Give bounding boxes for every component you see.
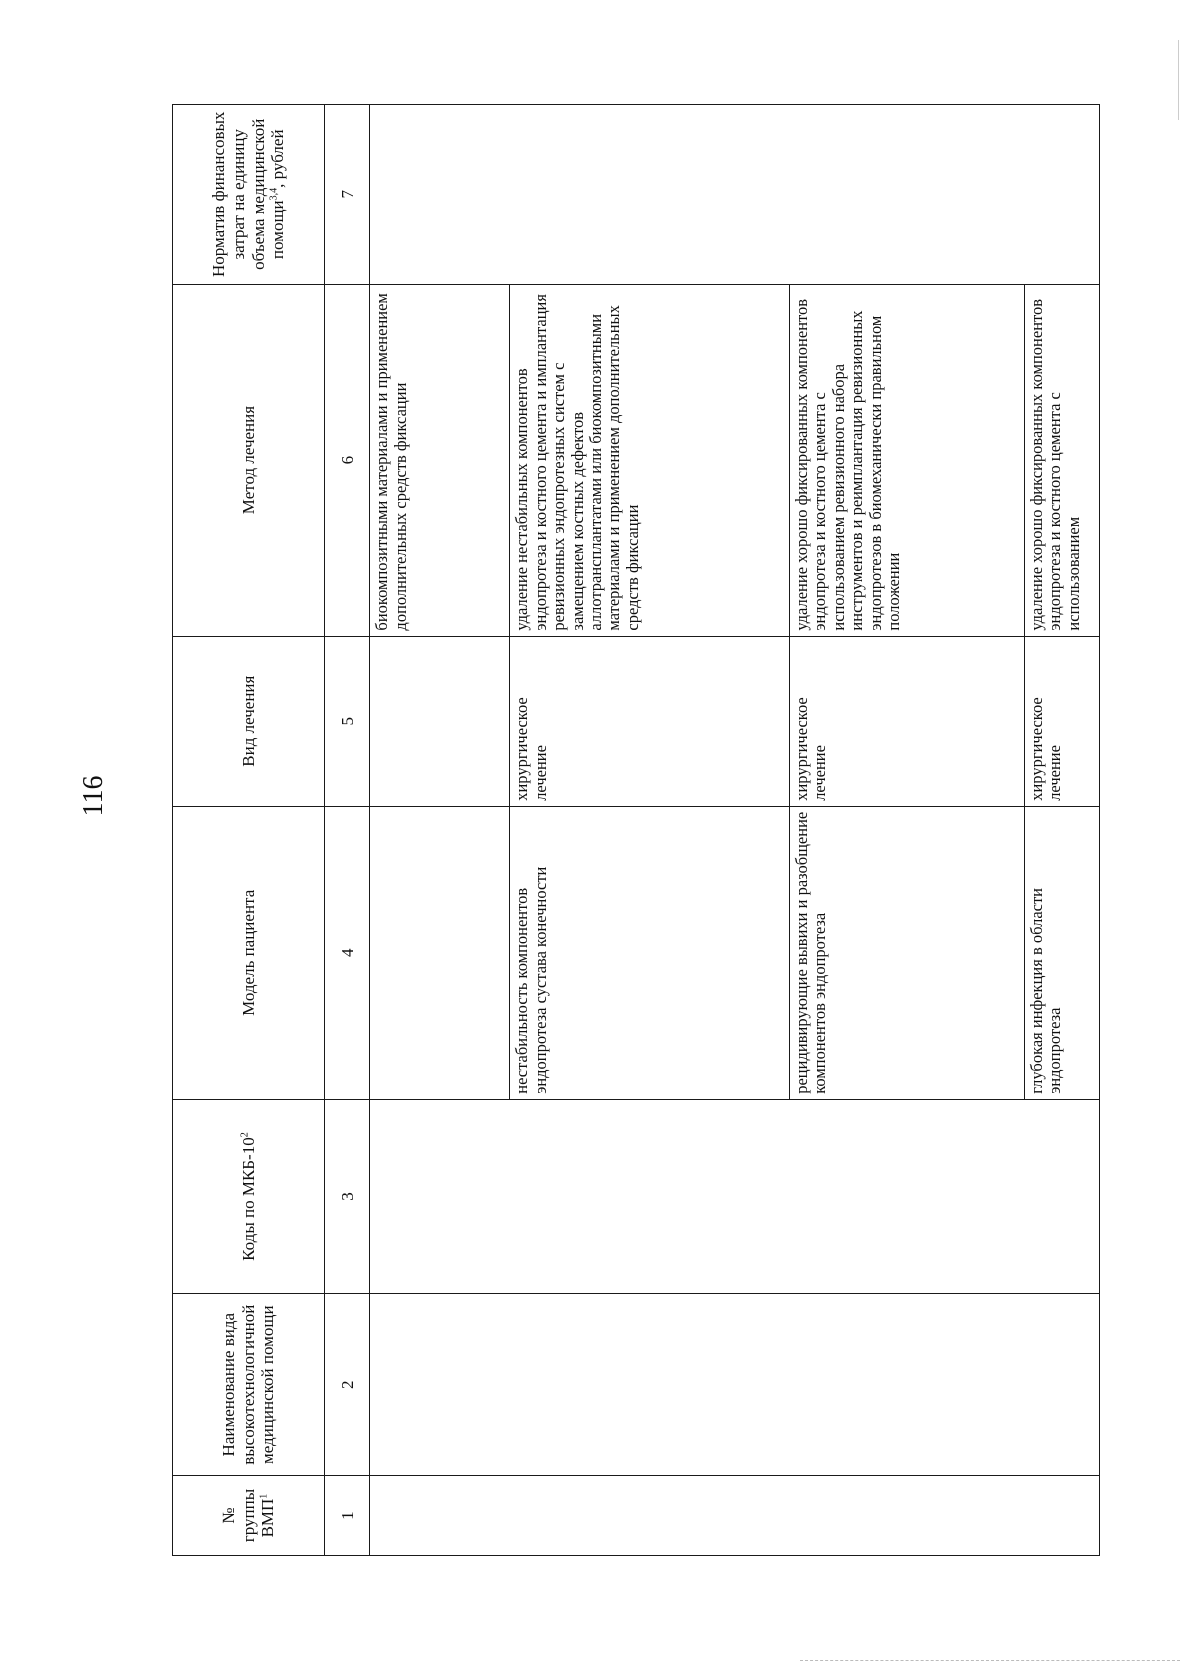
header-cost-standard-unit: , рублей	[268, 129, 288, 188]
header-cost-standard-text: Норматив финансовых затрат на единицу объема медицинской помощи	[209, 111, 288, 277]
treatment-method-cell	[1024, 284, 1099, 636]
column-number: 4	[325, 806, 370, 1099]
group-number-cell	[370, 1476, 1100, 1556]
patient-model-cell	[1024, 806, 1099, 1099]
patient-model-cell	[789, 806, 1024, 1099]
header-vmp-name-text: Наименование вида высокотехнологичной медицинской помощи	[219, 1304, 278, 1465]
column-number-row	[325, 105, 370, 1556]
header-treatment-type	[173, 636, 325, 806]
treatment-method-text: биокомпозитными материалами и применением дополнительных средств фиксации	[372, 293, 410, 631]
column-number: 5	[325, 636, 370, 806]
column-number: 1	[325, 1476, 370, 1556]
treatment-method-text: удаление нестабильных компонентов эндопротеза и костного цемента и имплантация ревизионных эндопротезных систем с замещением костных дефектов аллотрансплантатами или биокомпозитными материалами и применением дополнительных средств фиксации	[512, 294, 642, 631]
treatment-method-cell	[370, 284, 510, 636]
treatment-method-text: удаление хорошо фиксированных компонентов эндопротеза и костного цемента с использованием	[1026, 298, 1083, 631]
header-icd-codes-text: Коды по МКБ-10	[238, 1137, 258, 1261]
treatment-type-cell	[1024, 636, 1099, 806]
treatment-method-cell	[510, 284, 790, 636]
patient-model-text: рецидивирующие вывихи и разобщение компонентов эндопротеза	[791, 811, 830, 1094]
column-number: 2	[325, 1294, 370, 1476]
header-group-number-text: № группы ВМП	[219, 1488, 278, 1543]
column-number: 6	[325, 284, 370, 636]
cost-standard-cell	[370, 105, 1100, 285]
header-treatment-method-text: Метод лечения	[238, 405, 258, 515]
column-number: 7	[325, 105, 370, 285]
scan-edge-mark	[1178, 40, 1179, 120]
patient-model-text: нестабильность компонентов эндопротеза сустава конечности	[512, 866, 550, 1094]
treatment-type-cell	[370, 636, 510, 806]
header-cost-standard-footnote: 3,4	[268, 187, 280, 201]
header-treatment-method	[173, 284, 325, 636]
vmp-name-cell	[370, 1294, 1100, 1476]
header-row	[173, 105, 325, 1556]
header-vmp-name	[173, 1294, 325, 1476]
patient-model-cell	[510, 806, 790, 1099]
header-group-number-footnote: 1	[258, 1493, 270, 1499]
treatment-method-cell	[789, 284, 1024, 636]
page-number: 116	[78, 775, 109, 817]
header-patient-model	[173, 806, 325, 1099]
header-icd-codes	[173, 1099, 325, 1294]
treatment-type-text: хирургическое лечение	[791, 697, 830, 801]
icd-codes-cell	[370, 1099, 1100, 1294]
header-icd-codes-footnote: 2	[239, 1132, 251, 1138]
header-treatment-type-text: Вид лечения	[238, 675, 258, 767]
treatment-table	[172, 104, 1100, 1556]
patient-model-cell	[370, 806, 510, 1099]
treatment-method-text: удаление хорошо фиксированных компонентов эндопротеза и костного цемента с использованием ревизионного набора инструментов и реимплантация ревизионных эндопротезов в биомеханически правильном положении	[791, 298, 904, 631]
treatment-type-cell	[510, 636, 790, 806]
table-row	[370, 105, 510, 1556]
scan-bottom-mark	[800, 1660, 1180, 1661]
treatment-type-text: хирургическое лечение	[512, 697, 550, 801]
treatment-table-container	[172, 104, 1100, 1556]
header-cost-standard	[173, 105, 325, 285]
column-number: 3	[325, 1099, 370, 1294]
treatment-type-text: хирургическое лечение	[1026, 697, 1065, 801]
header-patient-model-text: Модель пациента	[238, 889, 258, 1016]
treatment-type-cell	[789, 636, 1024, 806]
header-group-number	[173, 1476, 325, 1556]
patient-model-text: глубокая инфекция в области эндопротеза	[1026, 887, 1065, 1094]
